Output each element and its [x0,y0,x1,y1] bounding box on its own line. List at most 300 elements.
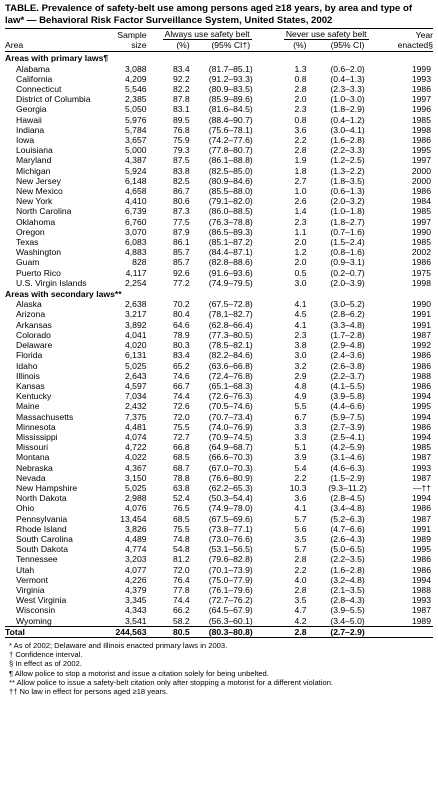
year-enacted: 1987 [411,605,431,616]
header-always-use: Always use safety belt [164,29,250,39]
area-name: Virginia [16,584,45,595]
always-ci: (75.0–77.9) [208,574,253,585]
always-pct: 80.6 [172,196,190,207]
year-enacted: 1991 [411,309,431,320]
never-pct: 1.1 [294,226,307,237]
sample-size: 828 [132,257,147,268]
area-name: Missouri [16,442,48,453]
sample-size: 2,638 [125,299,147,310]
sample-size: 6,148 [125,175,147,186]
never-ci: (1.3–2.2) [330,165,365,176]
always-pct: 81.2 [172,554,190,565]
never-ci: (0.6–2.0) [330,63,365,74]
sample-size: 4,077 [125,564,147,575]
always-pct: 78.9 [172,329,190,340]
sample-size: 4,367 [125,462,147,473]
area-name: South Dakota [16,544,69,555]
sample-size: 4,387 [125,155,147,166]
never-ci: (1.7–2.8) [330,329,365,340]
table-row [5,217,433,227]
year-enacted: 1986 [411,421,431,432]
always-ci: (82.5–85.0) [208,165,253,176]
year-enacted: 1995 [411,401,431,412]
year-enacted: 1986 [411,554,431,565]
always-ci: (79.6–82.8) [208,554,253,565]
sample-size: 3,150 [125,472,147,483]
never-ci: (2.1–3.5) [330,584,365,595]
table-row [5,361,433,371]
table-row [5,227,433,237]
sample-size: 3,070 [125,226,147,237]
always-ci: (62.8–66.4) [208,319,253,330]
sample-size: 5,924 [125,165,147,176]
never-pct: 4.1 [294,503,307,514]
always-ci: (65.1–68.3) [208,380,253,391]
area-name: Texas [16,237,39,248]
table-row [5,493,433,503]
footnote: § In effect as of 2002. [9,659,82,669]
always-pct: 68.5 [172,452,190,463]
sample-size: 5,976 [125,114,147,125]
never-ci: (9.3–11.2) [328,482,367,493]
never-pct: 3.9 [294,452,307,463]
area-name: Rhode Island [16,523,67,534]
always-ci: (82.2–84.6) [208,350,253,361]
always-pct: 92.6 [172,267,190,278]
area-name: Oklahoma [16,216,56,227]
never-ci: (2.7–3.9) [330,421,365,432]
never-ci: (1.5–2.9) [330,472,365,483]
table-row [5,350,433,360]
never-pct: 2.3 [294,104,307,115]
year-enacted: 1989 [411,533,431,544]
always-ci: (72.4–76.8) [208,370,253,381]
always-pct: 87.5 [172,155,190,166]
table-row [5,237,433,247]
always-ci: (91.6–93.6) [208,267,253,278]
always-ci: (80.9–84.6) [208,175,253,186]
always-ci: (80.9–83.5) [208,84,253,95]
never-pct: 1.9 [294,155,307,166]
total-never-ci: (2.7–2.9) [310,626,384,637]
area-name: Iowa [16,135,35,146]
table-row [5,442,433,452]
never-ci: (3.0–5.2) [330,299,365,310]
always-ci: (85.5–88.0) [208,186,253,197]
never-pct: 2.7 [294,175,307,186]
never-ci: (5.2–6.3) [330,513,365,524]
section-header-row [5,52,433,64]
year-enacted: 1988 [411,584,431,595]
table-body [5,52,433,638]
table-row [5,605,433,615]
area-name: Tennessee [16,554,58,565]
area-name: Arizona [16,309,46,320]
always-ci: (81.6–84.5) [208,104,253,115]
sample-size: 4,481 [125,421,147,432]
never-ci: (2.0–3.9) [330,277,365,288]
area-name: Connecticut [16,84,62,95]
never-ci: (2.8–4.3) [330,595,365,606]
year-enacted: 2000 [411,165,431,176]
area-name: North Carolina [16,206,72,217]
always-ci: (64.5–67.9) [208,605,253,616]
never-ci: (1.5–2.4) [330,237,365,248]
never-ci: (2.4–3.6) [330,350,365,361]
never-pct: 10.3 [289,482,307,493]
always-ci: (82.8–88.6) [208,257,253,268]
table-row [5,452,433,462]
header-never-ci: (95% CI) [310,40,384,52]
always-pct: 54.8 [172,544,190,555]
never-ci: (2.3–3.3) [330,84,365,95]
never-ci: (2.6–4.3) [330,533,365,544]
year-enacted: 1998 [411,124,431,135]
sample-size: 4,117 [125,267,147,278]
never-pct: 2.2 [294,135,307,146]
always-pct: 74.8 [172,533,190,544]
always-pct: 75.9 [172,135,190,146]
year-enacted: 1986 [411,350,431,361]
area-name: Illinois [16,370,40,381]
never-ci: (1.8–2.7) [330,216,365,227]
area-name: Massachusetts [16,411,74,422]
table-row [5,320,433,330]
year-enacted: 1995 [411,544,431,555]
always-ci: (81.7–85.1) [208,63,253,74]
year-enacted: 1986 [411,360,431,371]
year-enacted: 1997 [411,216,431,227]
year-enacted: 1986 [411,135,431,146]
area-name: Arkansas [16,319,52,330]
sample-size: 13,454 [120,513,147,524]
never-ci: (2.8–4.5) [330,493,365,504]
sample-size: 4,379 [125,584,147,595]
table-row [5,473,433,483]
sample-size: 3,088 [125,63,147,74]
area-name: Puerto Rico [16,267,61,278]
area-name: Nevada [16,472,46,483]
area-name: New Jersey [16,175,61,186]
never-ci: (1.6–2.8) [330,564,365,575]
never-pct: 1.0 [294,186,307,197]
table-row [5,299,433,309]
header-row-2 [5,40,433,52]
always-pct: 82.5 [172,175,190,186]
footnote: * As of 2002; Delaware and Illinois enacted primary laws in 2003. [9,640,228,650]
always-ci: (76.6–80.9) [208,472,253,483]
never-pct: 4.8 [294,380,307,391]
never-ci: (2.0–3.2) [330,196,365,207]
never-pct: 2.8 [294,84,307,95]
area-name: Michigan [16,165,51,176]
never-ci: (2.2–3.3) [330,145,365,156]
never-ci: (4.4–6.6) [330,401,365,412]
header-always-pct: (%) [147,40,194,52]
always-ci: (78.1–82.7) [208,309,253,320]
area-name: Alabama [16,63,50,74]
always-pct: 77.8 [172,584,190,595]
never-pct: 3.3 [294,421,307,432]
year-enacted: 1993 [411,595,431,606]
year-enacted: 1993 [411,73,431,84]
table-row [5,166,433,176]
always-pct: 70.2 [172,299,190,310]
year-enacted: 1975 [411,267,431,278]
always-pct: 75.5 [172,523,190,534]
header-sample: Sample [117,30,147,40]
header-area: Area [5,40,113,52]
never-pct: 2.8 [294,584,307,595]
always-ci: (91.2–93.3) [208,73,253,84]
header-size: size [113,40,147,52]
never-ci: (2.2–3.7) [330,370,365,381]
never-pct: 3.5 [294,595,307,606]
always-pct: 66.8 [172,442,190,453]
area-name: Idaho [16,360,38,371]
area-name: Nebraska [16,462,53,473]
always-pct: 72.6 [172,401,190,412]
always-ci: (77.3–80.5) [208,329,253,340]
never-pct: 0.5 [294,267,307,278]
year-enacted: 1987 [411,472,431,483]
never-pct: 2.6 [294,196,307,207]
never-pct: 0.8 [294,114,307,125]
sample-size: 4,209 [125,73,147,84]
area-name: Hawaii [16,114,42,125]
safety-belt-table [5,28,433,638]
footnote: † Confidence interval. [9,650,83,660]
never-ci: (0.8–1.6) [330,247,365,258]
always-pct: 72.0 [172,411,190,422]
year-enacted: 1991 [411,523,431,534]
area-name: Florida [16,350,43,361]
sample-size: 4,658 [125,186,147,197]
never-pct: 0.8 [294,73,307,84]
never-ci: (4.2–5.9) [330,442,365,453]
always-ci: (74.9–79.5) [208,277,253,288]
area-name: Wisconsin [16,605,56,616]
always-pct: 82.2 [172,84,190,95]
always-pct: 66.7 [172,380,190,391]
table-row [5,206,433,216]
table-row [5,575,433,585]
table-row [5,257,433,267]
never-pct: 5.5 [294,401,307,412]
sample-size: 4,076 [125,503,147,514]
never-ci: (2.2–3.5) [330,554,365,565]
sample-size: 5,784 [125,124,147,135]
never-pct: 3.3 [294,431,307,442]
sample-size: 4,022 [125,452,147,463]
sample-size: 2,254 [125,277,147,288]
year-enacted: 1990 [411,299,431,310]
always-ci: (70.9–74.5) [208,431,253,442]
table-row [5,135,433,145]
always-pct: 92.2 [172,73,190,84]
never-pct: 3.0 [294,277,307,288]
year-enacted: 1987 [411,513,431,524]
always-pct: 72.7 [172,431,190,442]
year-enacted: 1995 [411,145,431,156]
never-ci: (1.8–2.9) [330,104,365,115]
table-row [5,268,433,278]
area-name: Maine [16,401,40,412]
table-row [5,186,433,196]
always-pct: 85.7 [172,247,190,258]
always-pct: 78.8 [172,472,190,483]
year-enacted: 1994 [411,411,431,422]
always-ci: (85.1–87.2) [208,237,253,248]
always-ci: (56.3–60.1) [208,615,253,626]
sample-size: 2,643 [125,370,147,381]
sample-size: 4,343 [125,605,147,616]
never-pct: 2.2 [294,472,307,483]
table-row [5,412,433,422]
always-pct: 86.1 [172,237,190,248]
area-name: Utah [16,564,35,575]
always-ci: (70.7–73.4) [208,411,253,422]
always-ci: (76.1–79.6) [208,584,253,595]
year-enacted: 1997 [411,155,431,166]
year-enacted: 1994 [411,391,431,402]
never-pct: 5.1 [294,442,307,453]
total-always-pct: 80.5 [147,626,194,637]
never-pct: 4.9 [294,391,307,402]
table-row [5,616,433,627]
footnotes [5,641,433,696]
always-ci: (72.6–76.3) [208,391,253,402]
area-name: Guam [16,257,40,268]
never-pct: 2.8 [294,554,307,565]
year-enacted: 1984 [411,196,431,207]
always-ci: (70.5–74.6) [208,401,253,412]
never-pct: 5.7 [294,513,307,524]
always-ci: (67.0–70.3) [208,462,253,473]
never-pct: 2.9 [294,370,307,381]
year-enacted: 1994 [411,574,431,585]
always-pct: 52.4 [172,493,190,504]
always-ci: (77.8–80.7) [208,145,253,156]
never-pct: 3.8 [294,340,307,351]
always-pct: 66.2 [172,605,190,616]
table-row [5,544,433,554]
never-pct: 4.1 [294,319,307,330]
never-ci: (3.9–5.5) [330,605,365,616]
year-enacted: 1985 [411,114,431,125]
always-pct: 89.5 [172,114,190,125]
never-pct: 4.5 [294,309,307,320]
area-name: Ohio [16,503,35,514]
area-name: District of Columbia [16,94,91,105]
never-pct: 3.6 [294,493,307,504]
never-ci: (1.6–2.8) [330,135,365,146]
never-pct: 2.3 [294,216,307,227]
table-row [5,74,433,84]
footnote: †† No law in effect for persons aged ≥18 years. [9,687,168,696]
sample-size: 3,892 [125,319,147,330]
never-ci: (4.1–5.5) [330,380,365,391]
always-ci: (86.5–89.3) [208,226,253,237]
always-pct: 85.7 [172,257,190,268]
always-pct: 64.6 [172,319,190,330]
always-pct: 74.4 [172,595,190,606]
always-pct: 68.5 [172,513,190,524]
always-pct: 86.7 [172,186,190,197]
table-row [5,401,433,411]
never-pct: 4.2 [294,615,307,626]
sample-size: 6,083 [125,237,147,248]
always-pct: 87.3 [172,206,190,217]
year-enacted: 1986 [411,186,431,197]
area-name: Oregon [16,226,45,237]
year-enacted: 1990 [411,226,431,237]
never-pct: 3.6 [294,124,307,135]
never-pct: 1.4 [294,206,307,217]
table-row [5,432,433,442]
table-row [5,309,433,319]
year-enacted: 1998 [411,277,431,288]
area-name: Kentucky [16,391,52,402]
always-ci: (85.9–89.6) [208,94,253,105]
table-row [5,247,433,257]
always-ci: (79.1–82.0) [208,196,253,207]
always-pct: 76.5 [172,503,190,514]
sample-size: 6,131 [125,350,147,361]
always-pct: 87.8 [172,94,190,105]
table-row [5,155,433,165]
sample-size: 4,020 [125,340,147,351]
always-ci: (50.3–54.4) [208,493,253,504]
area-name: North Dakota [16,493,67,504]
year-enacted: 1991 [411,319,431,330]
table-row [5,196,433,206]
always-ci: (73.0–76.6) [208,533,253,544]
never-ci: (0.4–1.2) [330,114,365,125]
always-ci: (74.0–76.9) [208,421,253,432]
always-ci: (86.0–88.5) [208,206,253,217]
table-row [5,524,433,534]
always-pct: 87.9 [172,226,190,237]
area-name: South Carolina [16,533,73,544]
area-name: New Mexico [16,186,63,197]
total-always-ci: (80.3–80.8) [194,626,268,637]
table-row [5,422,433,432]
never-ci: (1.2–2.5) [330,155,365,166]
year-enacted: 1988 [411,370,431,381]
never-ci: (2.5–4.1) [330,431,365,442]
always-ci: (64.9–68.7) [208,442,253,453]
always-ci: (74.2–77.6) [208,135,253,146]
table-row [5,381,433,391]
total-row [5,626,433,637]
always-pct: 79.3 [172,145,190,156]
year-enacted: 1986 [411,380,431,391]
sample-size: 3,345 [125,595,147,606]
year-enacted: 1986 [411,84,431,95]
section-header-row [5,288,433,299]
area-name: Delaware [16,340,53,351]
never-ci: (3.4–5.0) [330,615,365,626]
never-ci: (1.0–3.0) [330,94,365,105]
area-name: Louisiana [16,145,53,156]
sample-size: 6,760 [125,216,147,227]
never-ci: (4.6–6.3) [330,462,365,473]
never-ci: (2.9–4.8) [330,340,365,351]
year-enacted: 1986 [411,257,431,268]
never-pct: 4.0 [294,574,307,585]
sample-size: 4,041 [125,329,147,340]
